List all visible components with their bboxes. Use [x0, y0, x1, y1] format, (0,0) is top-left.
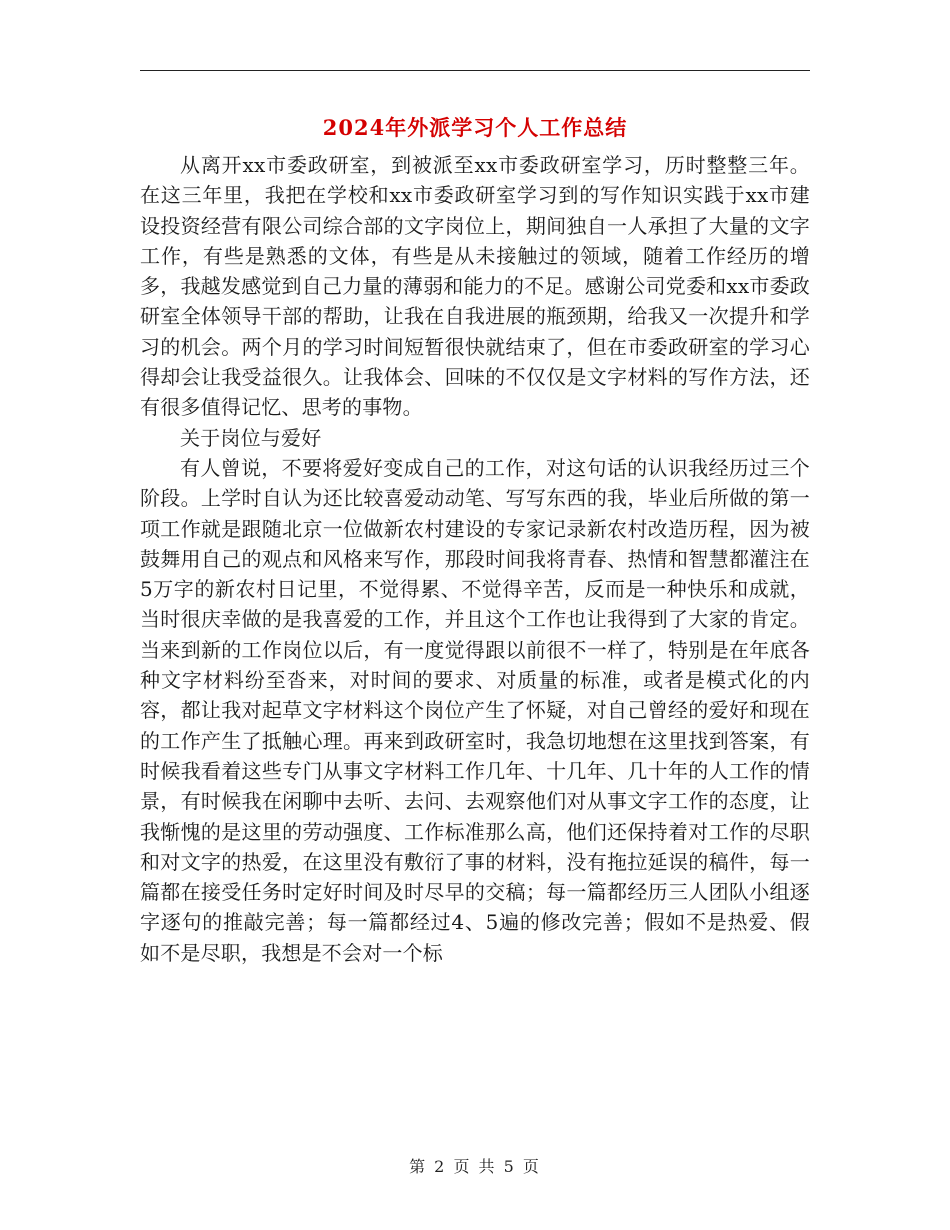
header-rule — [140, 70, 810, 71]
document-body — [140, 150, 810, 968]
paragraph-intro: 从离开xx市委政研室，到被派至xx市委政研室学习，历时整整三年。在这三年里，我把在学校和xx市委政研室学习到的写作知识实践于xx市建设投资经营有限公司综合部的文字岗位上，期间独自一人承担了大量的文字工作，有些是熟悉的文体，有些是从未接触过的领域，随着工作经历的增多，我越发感觉到自己力量的薄弱和能力的不足。感谢公司党委和xx市委政研室全体领导干部的帮助，让我在自我进展的瓶颈期，给我又一次提升和学习的机会。两个月的学习时间短暂很快就结束了，但在市委政研室的学习心得却会让我受益很久。让我体会、回味的不仅仅是文字材料的写作方法，还有很多值得记忆、思考的事物。 — [140, 153, 810, 420]
document-title: 2024年外派学习个人工作总结 — [322, 115, 628, 140]
paragraph-job-and-hobby: 有人曾说，不要将爱好变成自己的工作，对这句话的认识我经历过三个阶段。上学时自认为还比较喜爱动动笔、写写东西的我，毕业后所做的第一项工作就是跟随北京一位做新农村建设的专家记录新农村改造历程，因为被鼓舞用自己的观点和风格来写作，那段时间我将青春、热情和智慧都灌注在5万字的新农村日记里，不觉得累、不觉得辛苦，反而是一种快乐和成就，当时很庆幸做的是我喜爱的工作，并且这个工作也让我得到了大家的肯定。当来到新的工作岗位以后，有一度觉得跟以前很不一样了，特别是在年底各种文字材料纷至沓来，对时间的要求、对质量的标准，或者是模式化的内容，都让我对起草文字材料这个岗位产生了怀疑，对自己曾经的爱好和现在的工作产生了抵触心理。再来到政研室时，我急切地想在这里找到答案，有时候我看着这些专门从事文字材料工作几年、十几年、几十年的人工作的情景，有时候我在闲聊中去听、去问、去观察他们对从事文字工作的态度，让我惭愧的是这里的劳动强度、工作标准那么高，他们还保持着对工作的尽职和对文字的热爱，在这里没有敷衍了事的材料，没有拖拉延误的稿件，每一篇都在接受任务时定好时间及时尽早的交稿；每一篇都经历三人团队小组逐字逐句的推敲完善；每一篇都经过4、5遍的修改完善；假如不是热爱、假如不是尽职，我想是不会对一个标 — [140, 455, 810, 965]
page-number-footer: 第 2 页 共 5 页 — [409, 1157, 541, 1176]
section-heading: 关于岗位与爱好 — [180, 425, 322, 450]
